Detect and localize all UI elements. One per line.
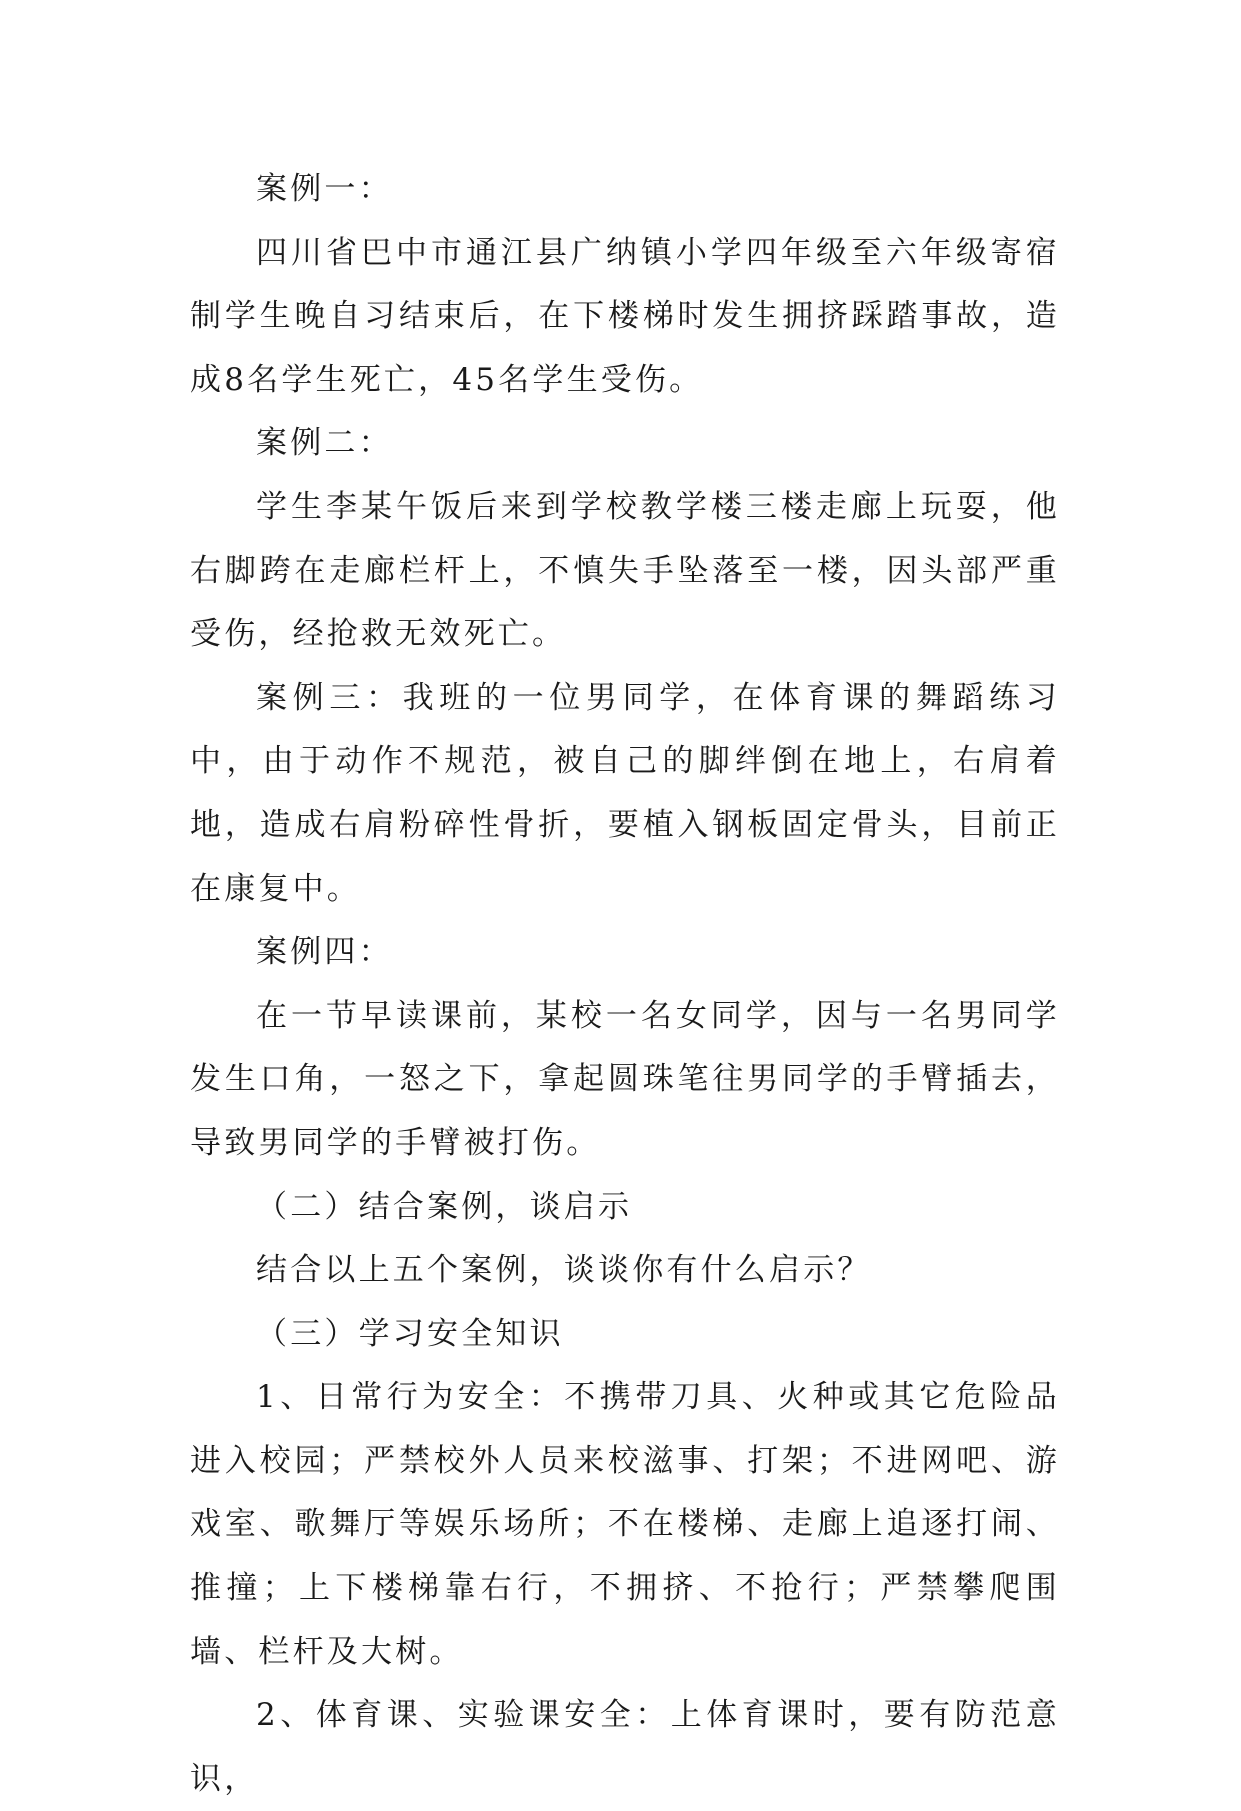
- case-four-text: 在一节早读课前，某校一名女同学，因与一名男同学发生口角，一怒之下，拿起圆珠笔往男同学的手臂插去，导致男同学的手臂被打伤。: [190, 997, 1060, 1161]
- case-one-heading: 案例一：: [256, 171, 393, 207]
- case-one-text: 四川省巴中市通江县广纳镇小学四年级至六年级寄宿制学生晚自习结束后，在下楼梯时发生拥挤踩踏事故，造成8名学生死亡，45名学生受伤。: [190, 234, 1060, 398]
- case-two-text: 学生李某午饭后来到学校教学楼三楼走廊上玩耍，他右脚跨在走廊栏杆上，不慎失手坠落至一楼，因头部严重受伤，经抢救无效死亡。: [190, 488, 1060, 653]
- case-four-heading: 案例四：: [256, 934, 393, 971]
- document-body: [190, 158, 1060, 1811]
- section-three-heading: （三）学习安全知识: [256, 1315, 564, 1352]
- daily-behavior-safety: 1、日常行为安全：不携带刀具、火种或其它危险品进入校园；严禁校外人员来校滋事、打架；不进网吧、游戏室、歌舞厅等娱乐场所；不在楼梯、走廊上追逐打闹、推撞；上下楼梯靠右行，不拥挤、不抢行；严禁攀爬围墙、栏杆及大树。: [190, 1379, 1060, 1670]
- section-two-heading: （二）结合案例，谈启示: [256, 1188, 633, 1225]
- section-two-question: 结合以上五个案例，谈谈你有什么启示？: [256, 1252, 872, 1289]
- case-two-heading: 案例二：: [256, 425, 393, 462]
- case-three-text: 案例三：我班的一位男同学，在体育课的舞蹈练习中，由于动作不规范，被自己的脚绊倒在地上，右肩着地，造成右肩粉碎性骨折，要植入钢板固定骨头，目前正在康复中。: [190, 679, 1060, 907]
- pe-lab-class-safety: 2、体育课、实验课安全：上体育课时，要有防范意识，: [190, 1697, 1060, 1797]
